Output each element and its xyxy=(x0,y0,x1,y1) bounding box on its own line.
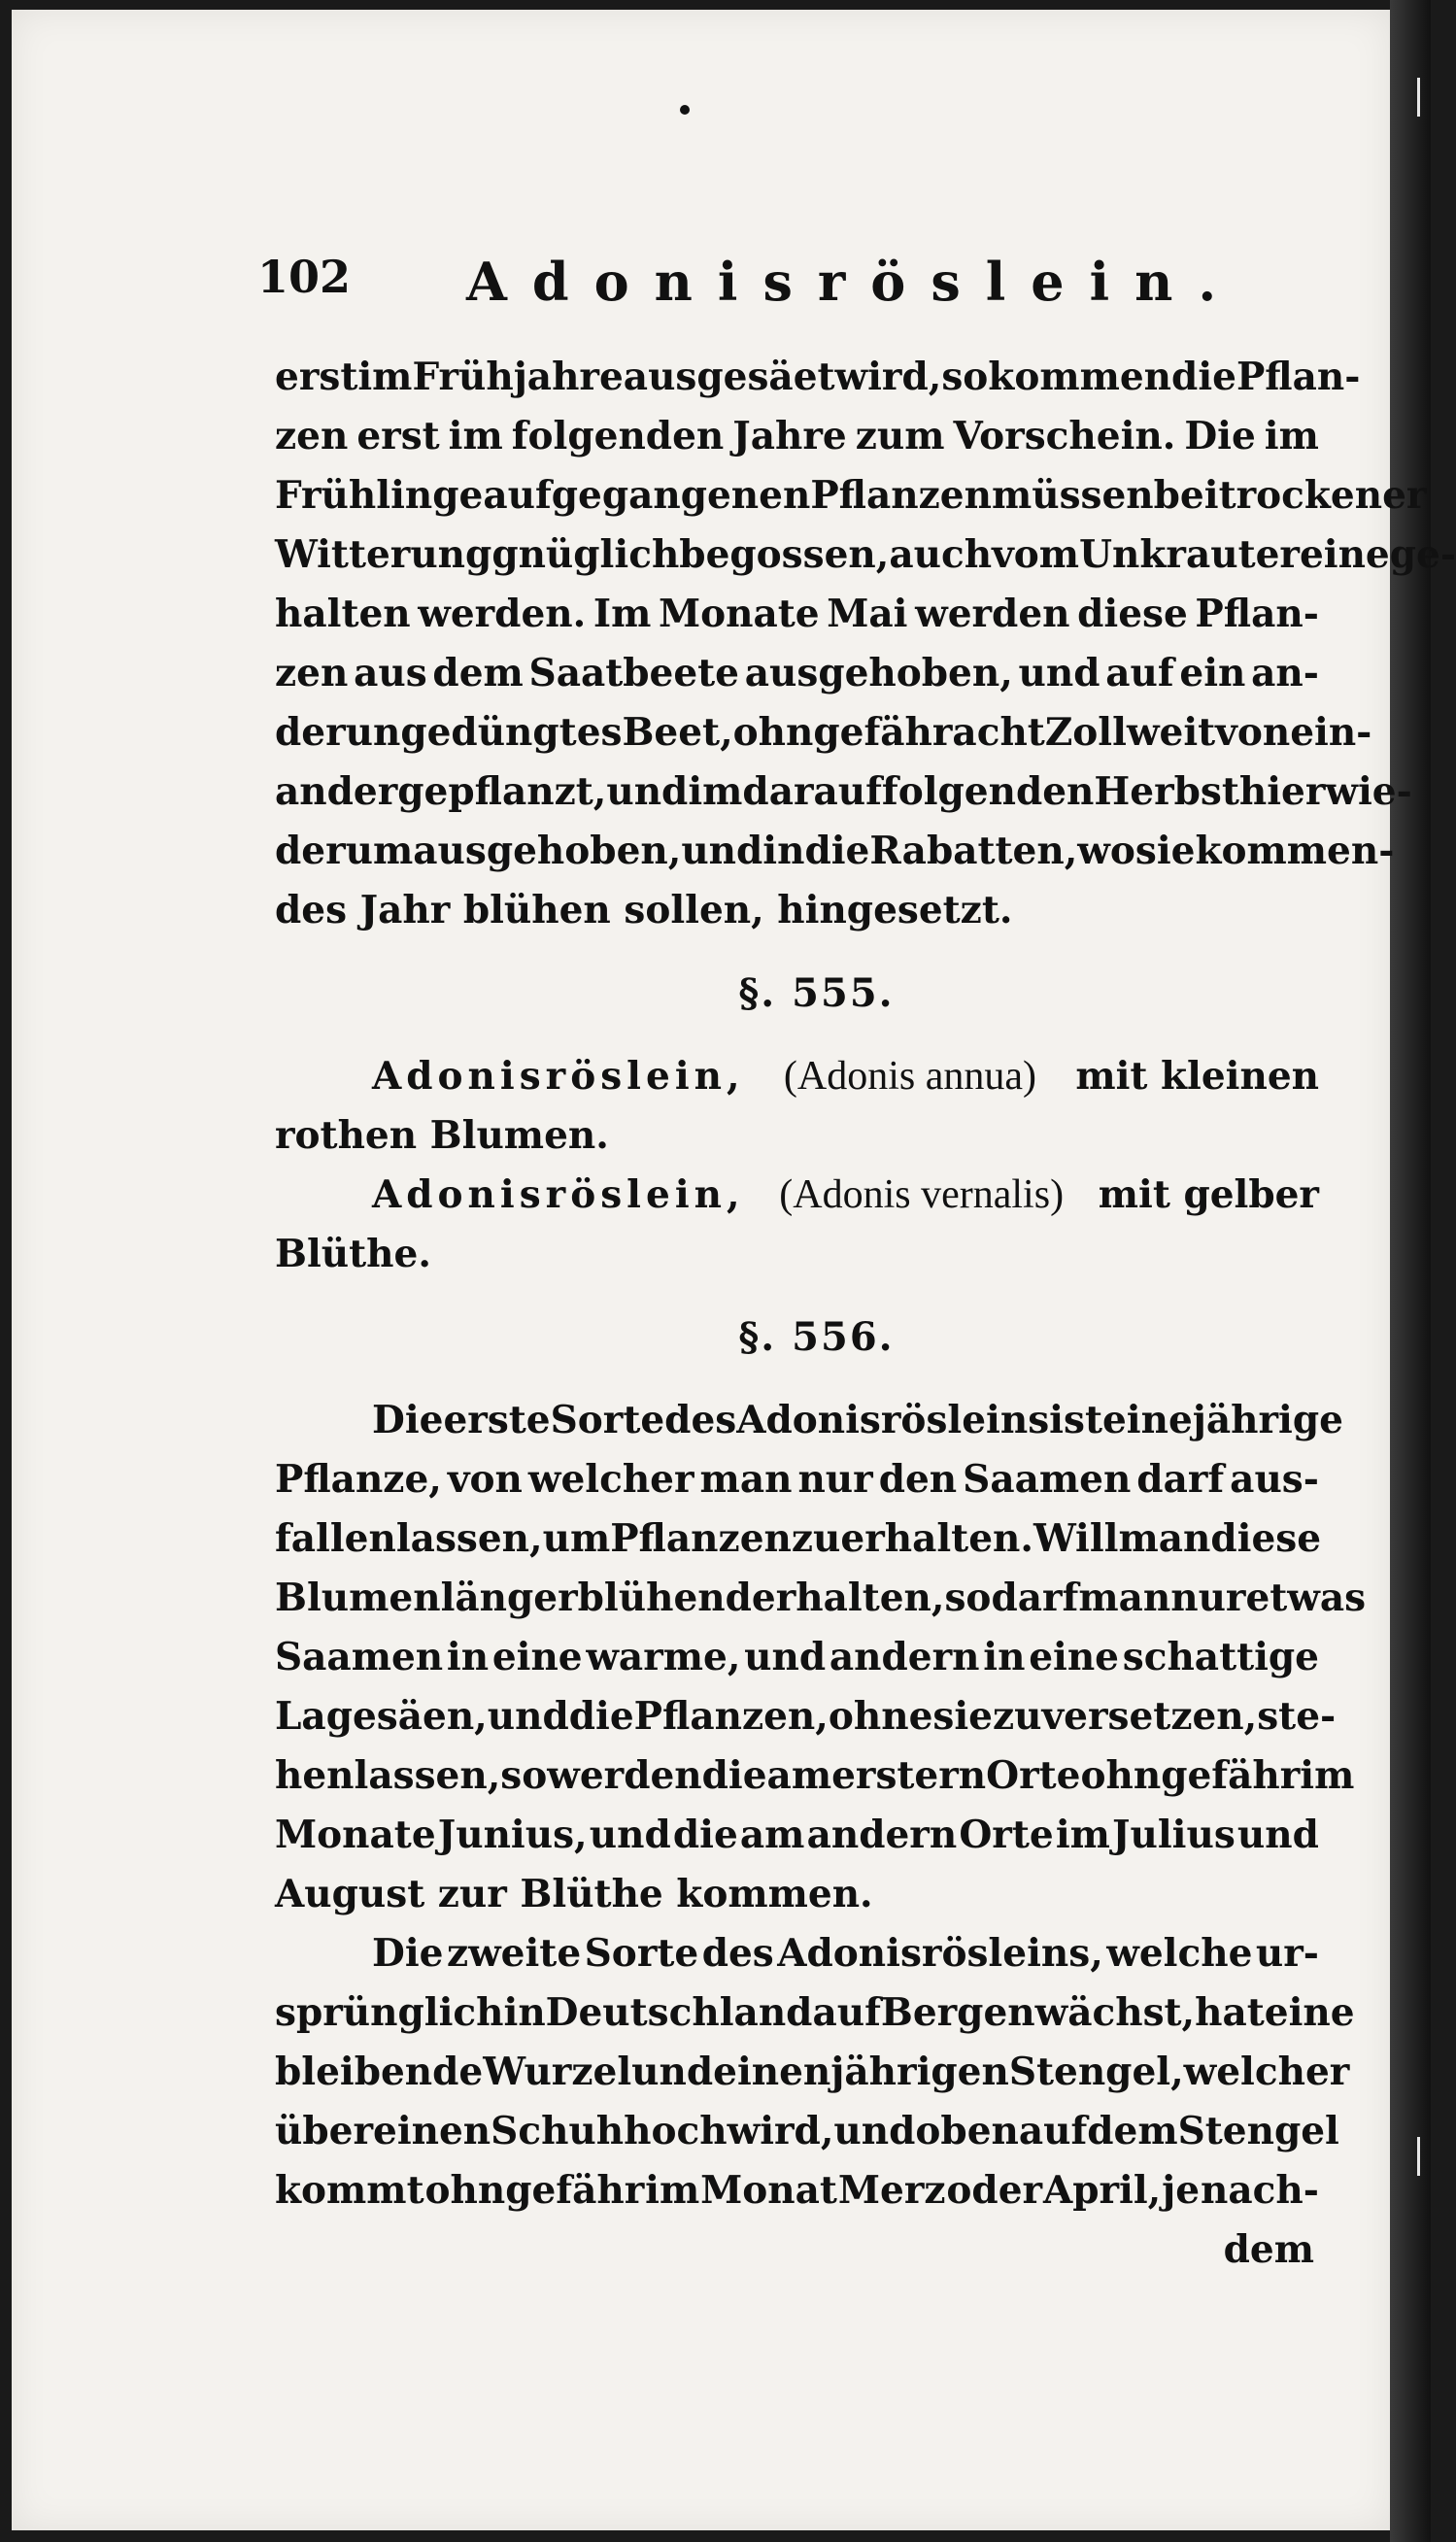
latin-name: (Adonis annua) xyxy=(783,1054,1036,1099)
text-line: des Jahr blühen sollen, hingesetzt. xyxy=(275,888,1013,932)
text-line: rothen Blumen. xyxy=(275,1113,609,1158)
text-line: über einen Schuh hoch wird, und oben auf dem Stengel xyxy=(275,2109,1339,2153)
page-number: 102 xyxy=(257,251,352,303)
page-edge xyxy=(1390,0,1431,2542)
paragraph xyxy=(275,1924,1355,2220)
paragraph xyxy=(275,1391,1367,1924)
text-line: Die zweite Sorte des Adonisrösleins, welche ur- xyxy=(372,1931,1319,1976)
text-line: Frühlinge aufgegangenen Pflanzen müssen bei trockener xyxy=(275,473,1427,518)
text-line: Die erste Sorte des Adonisrösleins ist eine jährige xyxy=(372,1398,1343,1442)
text-line: Pflanze, von welcher man nur den Saamen darf aus- xyxy=(275,1457,1319,1502)
section-heading-556: §. 556. xyxy=(738,1314,895,1360)
text-line: Blumen länger blühend erhalten, so darf man nur etwas xyxy=(275,1576,1367,1620)
ink-speck xyxy=(680,105,690,115)
species-name: Adonisröslein, xyxy=(372,1172,745,1217)
edge-mark xyxy=(1417,2137,1420,2176)
text-line: hen lassen, so werden die am erstern Orte ohngefähr im xyxy=(275,1753,1355,1798)
text-line: Blüthe. xyxy=(275,1232,431,1276)
text-line: der ungedüngtes Beet, ohngefähr acht Zoll weit von ein- xyxy=(275,710,1372,755)
species-description: mit gelber xyxy=(1098,1172,1319,1217)
edge-mark xyxy=(1417,78,1420,117)
section-heading-555: §. 555. xyxy=(738,970,895,1016)
latin-name: (Adonis vernalis) xyxy=(779,1172,1065,1217)
text-line: August zur Blüthe kommen. xyxy=(275,1872,873,1916)
text-line: erst im Frühjahre ausgesäet wird, so kommen die Pflan- xyxy=(275,355,1361,399)
text-line: Saamen in eine warme, und andern in eine schattige xyxy=(275,1635,1319,1679)
text-line: halten werden. Im Monate Mai werden diese Pflan- xyxy=(275,592,1319,636)
page-body xyxy=(275,348,1456,2280)
species-name: Adonisröslein, xyxy=(372,1054,745,1099)
species-description: mit kleinen xyxy=(1075,1054,1319,1099)
species-entry xyxy=(275,1047,1319,1166)
text-line: bleibende Wurzel und einen jährigen Stengel, welcher xyxy=(275,2050,1350,2094)
text-line: kommt ohngefähr im Monat Merz oder April, je nach- xyxy=(275,2168,1319,2213)
text-line: fallen lassen, um Pflanzen zu erhalten. Will man diese xyxy=(275,1516,1322,1561)
text-line: zen aus dem Saatbeete ausgehoben, und auf ein an- xyxy=(275,651,1319,695)
text-line: Witterung gnüglich begossen, auch vom Unkraute reine ge- xyxy=(275,532,1456,577)
text-line: zen erst im folgenden Jahre zum Vorschein. Die im xyxy=(275,414,1319,458)
text-line: derum ausgehoben, und in die Rabatten, wo sie kommen- xyxy=(275,829,1395,873)
text-line: sprünglich in Deutschland auf Bergen wächst, hat eine xyxy=(275,1990,1355,2035)
species-entry xyxy=(275,1166,1319,1284)
text-line: Lage säen, und die Pflanzen, ohne sie zu versetzen, ste- xyxy=(275,1694,1337,1739)
text-line: Monate Junius, und die am andern Orte im Julius und xyxy=(275,1813,1319,1857)
text-line xyxy=(275,1047,1319,1106)
catchword: dem xyxy=(1223,2227,1314,2272)
running-head xyxy=(257,251,1242,319)
paragraph xyxy=(275,348,1456,940)
page-title: Adonisröslein. xyxy=(466,251,1242,313)
text-line xyxy=(275,1166,1319,1225)
text-line: ander gepflanzt, und im darauf folgenden Herbst hier wie- xyxy=(275,769,1412,814)
